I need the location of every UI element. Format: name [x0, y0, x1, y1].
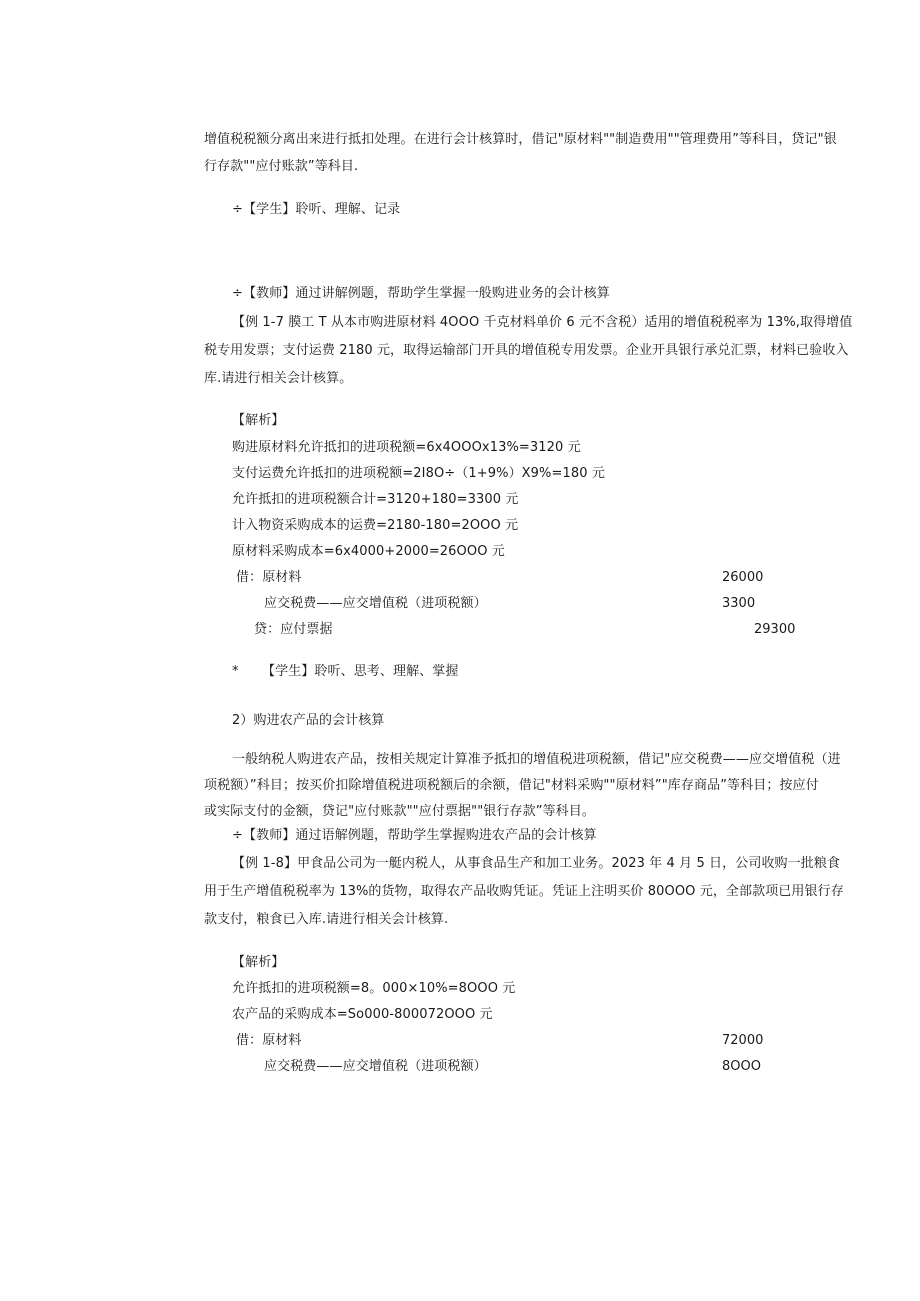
- analysis-calc-line: 支付运费允许抵扣的进项税额=2I8O÷（1+9%）X9%=180 元: [232, 466, 605, 481]
- section-title: 2）购进农产品的会计核算: [232, 713, 385, 728]
- journal-entry-label: 借：原材料: [236, 1033, 302, 1048]
- student-note: 【学生】聆听、思考、理解、掌握: [262, 664, 459, 679]
- analysis-calc-line: 允许抵扣的进项税额=8。000×10%=8OOO 元: [232, 981, 516, 996]
- intro-paragraph-line: 行存款""应付账款”等科目.: [204, 159, 359, 174]
- analysis-calc-line: 购进原材料允许抵扣的进项税额=6x4OOOx13%=3120 元: [232, 440, 581, 455]
- journal-entry-amount: 3300: [722, 596, 756, 611]
- teacher-note: ÷【教师】通过讲解例题，帮助学生掌握一般购进业务的会计核算: [232, 286, 610, 301]
- example-1-8-line: 用于生产增值税税率为 13%的货物，取得农产品收购凭证。凭证上注明买价 80OOO 元，全部款项已用银行存: [204, 884, 844, 899]
- journal-entry-label: 贷：应付票据: [254, 622, 333, 637]
- student-note: ÷【学生】聆听、理解、记录: [232, 202, 401, 217]
- example-1-7-line: 库.请进行相关会计核算。: [204, 371, 353, 386]
- analysis-calc-line: 允许抵扣的进项税额合计=3120+180=3300 元: [232, 492, 519, 507]
- analysis-calc-line: 原材料采购成本=6x4000+2000=26OOO 元: [232, 544, 505, 559]
- analysis-calc-line: 计入物资采购成本的运费=2180-180=2OOO 元: [232, 518, 519, 533]
- analysis-heading: 【解析】: [232, 955, 285, 970]
- journal-entry-label: 应交税费——应交增值税（进项税额）: [264, 1059, 487, 1074]
- section-paragraph-line: 项税额）”科目；按买价扣除增值税进项税额后的余额，借记"材料采购""原材料”"库存商品”等科目；按应付: [204, 778, 819, 793]
- section-paragraph-line: 或实际支付的金额，贷记"应付账款""应付票据""银行存款”等科目。: [204, 804, 595, 819]
- section-paragraph-line: 一般纳税人购进农产品，按相关规定计算准予抵扣的增值税进项税额，借记"应交税费——应交增值税（进: [232, 752, 841, 767]
- journal-entry-label: 借：原材料: [236, 570, 302, 585]
- example-1-7-line: 【例 1-7 膜工 T 从本市购进原材料 4OOO 千克材料单价 6 元不含税）适用的增值税税率为 13%,取得增值: [232, 315, 853, 330]
- journal-entry-label: 应交税费——应交增值税（进项税额）: [264, 596, 487, 611]
- journal-entry-amount: 29300: [754, 622, 796, 637]
- journal-entry-amount: 8OOO: [722, 1059, 761, 1074]
- example-1-8-line: 款支付，粮食已入库.请进行相关会计核算.: [204, 912, 449, 927]
- student-note-bullet: *: [232, 664, 239, 679]
- analysis-heading: 【解析】: [232, 413, 285, 428]
- journal-entry-amount: 72000: [722, 1033, 764, 1048]
- teacher-note: ÷【教师】通过语解例题，帮助学生掌握购进农产品的会计核算: [232, 828, 597, 843]
- example-1-7-line: 税专用发票；支付运费 2180 元，取得运输部门开具的增值税专用发票。企业开具银行承兑汇票，材料已验收入: [204, 343, 849, 358]
- example-1-8-line: 【例 1-8】甲食品公司为一艇内税人，从事食品生产和加工业务。2023 年 4 月 5 日，公司收购一批粮食: [232, 856, 841, 871]
- journal-entry-amount: 26000: [722, 570, 764, 585]
- analysis-calc-line: 农产品的采购成本=So000-800072OOO 元: [232, 1007, 493, 1022]
- intro-paragraph-line: 增值税税额分离出来进行抵扣处理。在进行会计核算时，借记"原材料""制造费用""管理费用”等科目，贷记"银: [204, 132, 837, 147]
